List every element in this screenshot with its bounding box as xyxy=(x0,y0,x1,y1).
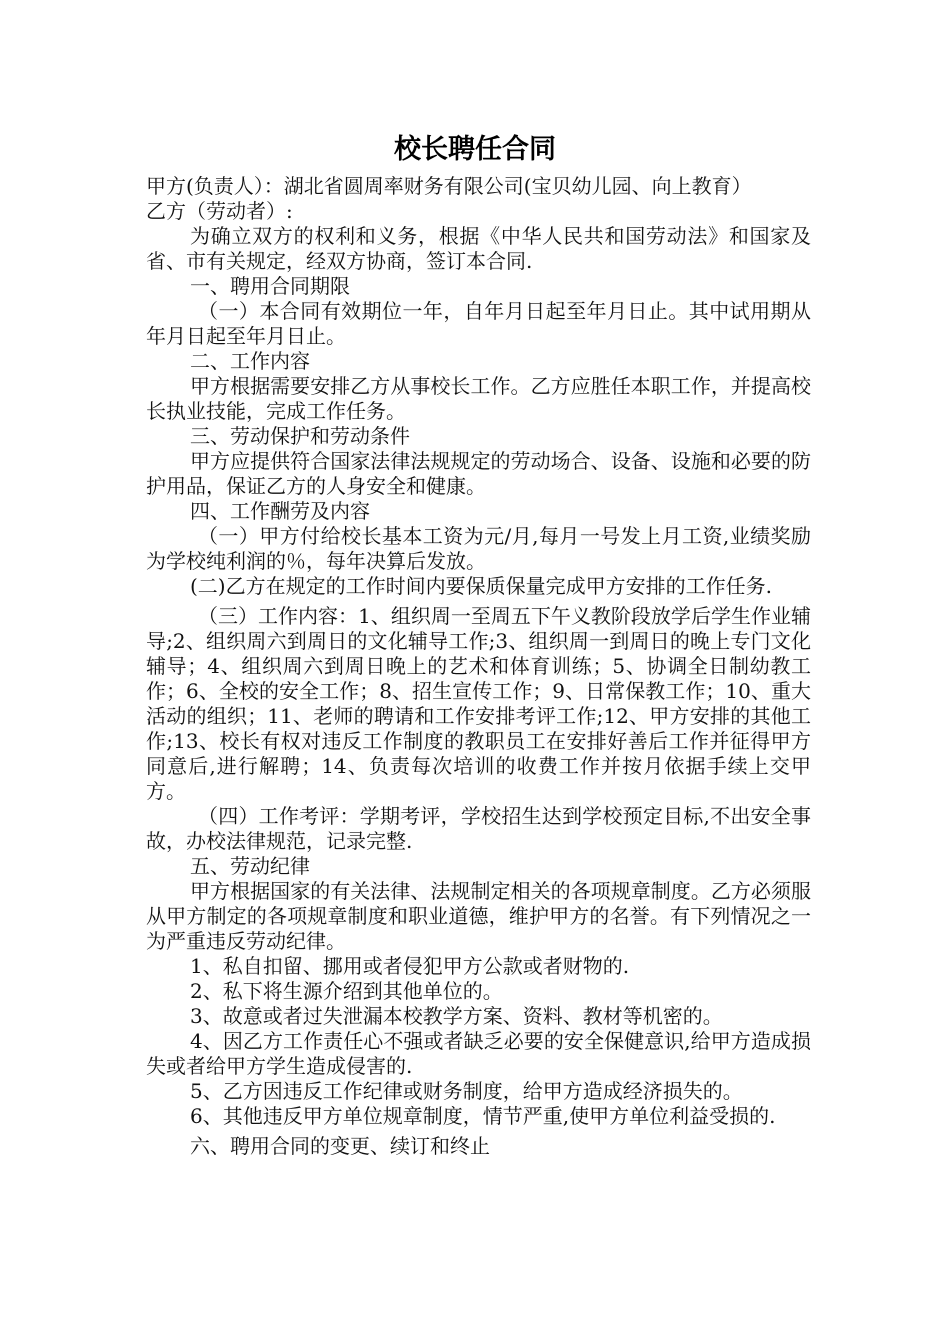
discipline-item-3: 3、故意或者过失泄漏本校教学方案、资料、教材等机密的。 xyxy=(190,1004,723,1028)
discipline-item-6: 6、其他违反甲方单位规章制度，情节严重,使甲方单位利益受损的. xyxy=(190,1104,776,1128)
clause-work-items: （三）工作内容：1、组织周一至周五下午义教阶段放学后学生作业辅导;2、组织周六到周日的文化辅导工作;3、组织周一到周日的晚上专门文化辅导；4、组织周六到周日晚上的艺术和体育训练；5、协调全日制幼教工作；6、全校的安全工作；8、招生宣传工作；9、日常保教工作；10、重大活动的组织；11、老师的聘请和工作安排考评工作;12、甲方安排的其他工作;13、校长有权对违反工作制度的教职员工在安排好善后工作并征得甲方同意后,进行解聘；14、负责每次培训的收费工作并按月依据手续上交甲方。 xyxy=(146,604,811,803)
clause-labor-protection: 甲方应提供符合国家法律法规规定的劳动场合、设备、设施和必要的防护用品，保证乙方的人身安全和健康。 xyxy=(146,449,811,498)
section-heading-6: 六、聘用合同的变更、续订和终止 xyxy=(190,1134,490,1158)
section-heading-2: 二、工作内容 xyxy=(190,349,310,373)
clause-task-quality: (二)乙方在规定的工作时间内要保质保量完成甲方安排的工作任务. xyxy=(190,574,772,598)
clause-salary: （一）甲方付给校长基本工资为元/月,每月一号发上月工资,业绩奖励为学校纯利润的％，每年决算后发放。 xyxy=(146,524,811,573)
clause-discipline: 甲方根据国家的有关法律、法规制定相关的各项规章制度。乙方必须服从甲方制定的各项规章制度和职业道德，维护甲方的名誉。有下列情况之一为严重违反劳动纪律。 xyxy=(146,879,811,953)
document-title: 校长聘任合同 xyxy=(394,134,556,165)
section-heading-4: 四、工作酬劳及内容 xyxy=(190,499,370,523)
discipline-item-2: 2、私下将生源介绍到其他单位的。 xyxy=(190,979,503,1003)
section-heading-5: 五、劳动纪律 xyxy=(190,854,310,878)
clause-term: （一）本合同有效期位一年，自年月日起至年月日止。其中试用期从年月日起至年月日止。 xyxy=(146,299,811,348)
section-heading-1: 一、聘用合同期限 xyxy=(190,274,350,298)
section-heading-3: 三、劳动保护和劳动条件 xyxy=(190,424,410,448)
party-a-line: 甲方(负责人）：湖北省圆周率财务有限公司(宝贝幼儿园、向上教育） xyxy=(146,174,752,198)
document-body xyxy=(146,174,811,1159)
discipline-item-4: 4、因乙方工作责任心不强或者缺乏必要的安全保健意识,给甲方造成损失或者给甲方学生造成侵害的. xyxy=(146,1029,811,1078)
clause-work-content: 甲方根据需要安排乙方从事校长工作。乙方应胜任本职工作，并提高校长执业技能，完成工作任务。 xyxy=(146,374,811,423)
preamble-paragraph: 为确立双方的权利和义务，根据《中华人民共和国劳动法》和国家及省、市有关规定，经双方协商，签订本合同. xyxy=(146,224,811,273)
party-b-line: 乙方（劳动者）: xyxy=(146,199,293,223)
discipline-item-5: 5、乙方因违反工作纪律或财务制度，给甲方造成经济损失的。 xyxy=(190,1079,743,1103)
discipline-item-1: 1、私自扣留、挪用或者侵犯甲方公款或者财物的. xyxy=(190,954,630,978)
clause-evaluation: （四）工作考评：学期考评，学校招生达到学校预定目标,不出安全事故，办校法律规范，记录完整. xyxy=(146,804,811,853)
